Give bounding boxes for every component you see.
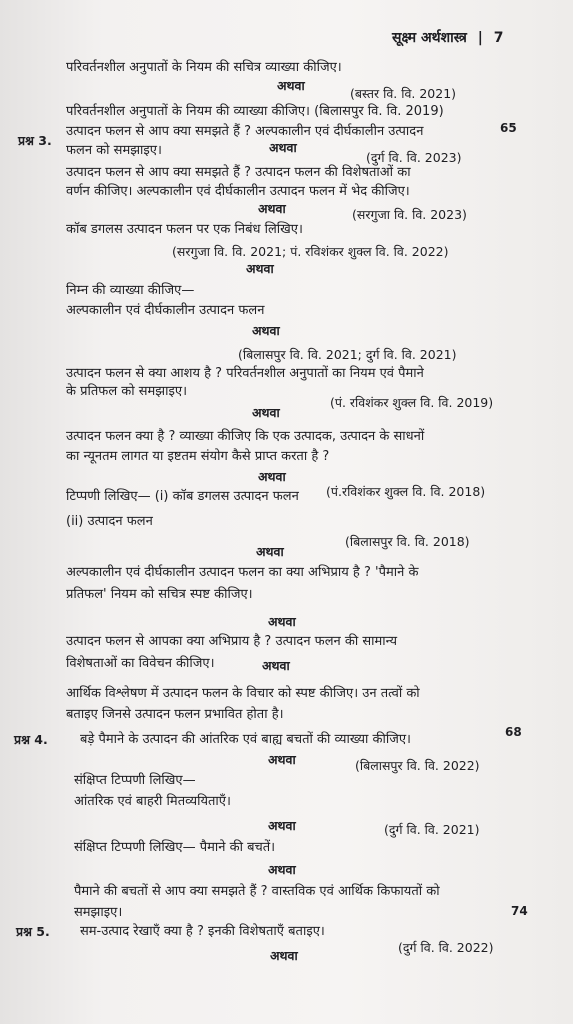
source-citation: (बस्तर वि. वि. 2021) [350,86,457,101]
question-label: प्रश्न 3. [18,133,52,148]
text-line: प्रतिफल' नियम को सचित्र स्पष्ट कीजिए। [66,587,253,602]
text-line: अल्पकालीन एवं दीर्घकालीन उत्पादन फलन का क्या अभिप्राय है ? 'पैमाने के [66,565,419,580]
page-ref: 65 [500,121,517,135]
source-citation: (दुर्ग वि. वि. 2023) [366,150,462,165]
source-citation: (बिलासपुर वि. वि. 2022) [355,758,480,773]
text-line: कॉब डगलस उत्पादन फलन पर एक निबंध लिखिए। [66,222,303,237]
text-line: बड़े पैमाने के उत्पादन की आंतरिक एवं बाह्य बचतों की व्याख्या कीजिए। [80,732,411,747]
or-separator: अथवा [268,614,296,629]
header-title: सूक्ष्म अर्थशास्त्र [392,30,467,46]
text-line: के प्रतिफल को समझाइए। [66,384,187,399]
text-line: उत्पादन फलन से आपका क्या अभिप्राय है ? उत्पादन फलन की सामान्य [66,634,398,649]
question-label: प्रश्न 4. [14,732,48,747]
source-citation: (दुर्ग वि. वि. 2021) [384,822,480,837]
text-line: संक्षिप्त टिप्पणी लिखिए— [74,773,196,788]
or-separator: अथवा [246,261,274,276]
or-separator: अथवा [252,323,280,338]
or-separator: अथवा [268,752,296,767]
text-line: वर्णन कीजिए। अल्पकालीन एवं दीर्घकालीन उत्पादन फलन में भेद कीजिए। [66,184,410,199]
source-citation: (सरगुजा वि. वि. 2021; पं. रविशंकर शुक्ल वि. वि. 2022) [172,244,449,259]
text-line: आर्थिक विश्लेषण में उत्पादन फलन के विचार को स्पष्ट कीजिए। उन तत्वों को [66,686,420,701]
page-ref: 74 [511,904,528,918]
or-separator: अथवा [269,140,297,155]
or-separator: अथवा [268,818,296,833]
source-citation: (सरगुजा वि. वि. 2023) [352,207,467,222]
question-label: प्रश्न 5. [16,924,50,939]
page-ref: 68 [505,725,522,739]
text-line: परिवर्तनशील अनुपातों के नियम की सचित्र व्याख्या कीजिए। [66,60,342,75]
or-separator: अथवा [268,862,296,877]
text-line: उत्पादन फलन से क्या आशय है ? परिवर्तनशील अनुपातों का नियम एवं पैमाने [66,366,424,381]
header-separator: | [477,30,483,46]
text-line: उत्पादन फलन क्या है ? व्याख्या कीजिए कि एक उत्पादक, उत्पादन के साधनों [66,429,425,444]
text-line: का न्यूनतम लागत या इष्टतम संयोग कैसे प्राप्त करता है ? [66,449,330,464]
text-line: उत्पादन फलन से आप क्या समझते हैं ? उत्पादन फलन की विशेषताओं का [66,165,411,180]
running-header [392,30,504,46]
text-line: टिप्पणी लिखिए— (i) कॉब डगलस उत्पादन फलन [66,489,299,504]
or-separator: अथवा [270,948,298,963]
text-line: संक्षिप्त टिप्पणी लिखिए— पैमाने की बचतें। [74,840,276,855]
source-citation: (बिलासपुर वि. वि. 2021; दुर्ग वि. वि. 2021) [238,347,457,362]
or-separator: अथवा [262,658,290,673]
source-citation: (दुर्ग वि. वि. 2022) [398,940,494,955]
text-line: आंतरिक एवं बाहरी मितव्ययिताएँ। [74,794,231,809]
text-line: अल्पकालीन एवं दीर्घकालीन उत्पादन फलन [66,303,265,318]
text-line: पैमाने की बचतों से आप क्या समझते हैं ? वास्तविक एवं आर्थिक किफायतों को [74,884,440,899]
text-line: फलन को समझाइए। [66,143,162,158]
text-line: परिवर्तनशील अनुपातों के नियम की व्याख्या कीजिए। (बिलासपुर वि. वि. 2019) [66,104,444,119]
text-line: समझाइए। [74,905,123,920]
source-citation: (पं. रविशंकर शुक्ल वि. वि. 2019) [330,395,494,410]
source-citation: (पं.रविशंकर शुक्ल वि. वि. 2018) [326,484,486,499]
text-line: सम-उत्पाद रेखाएँ क्या है ? इनकी विशेषताएँ बताइए। [80,924,325,939]
or-separator: अथवा [258,201,286,216]
or-separator: अथवा [277,78,305,93]
text-line: उत्पादन फलन से आप क्या समझते हैं ? अल्पकालीन एवं दीर्घकालीन उत्पादन [66,124,424,139]
or-separator: अथवा [252,405,280,420]
text-line: बताइए जिनसे उत्पादन फलन प्रभावित होता है। [66,707,284,722]
text-line: निम्न की व्याख्या कीजिए— [66,283,195,298]
or-separator: अथवा [258,469,286,484]
text-line: विशेषताओं का विवेचन कीजिए। [66,656,215,671]
source-citation: (बिलासपुर वि. वि. 2018) [345,534,470,549]
text-line: (ii) उत्पादन फलन [66,514,153,529]
or-separator: अथवा [256,544,284,559]
header-page-number: 7 [493,30,504,46]
